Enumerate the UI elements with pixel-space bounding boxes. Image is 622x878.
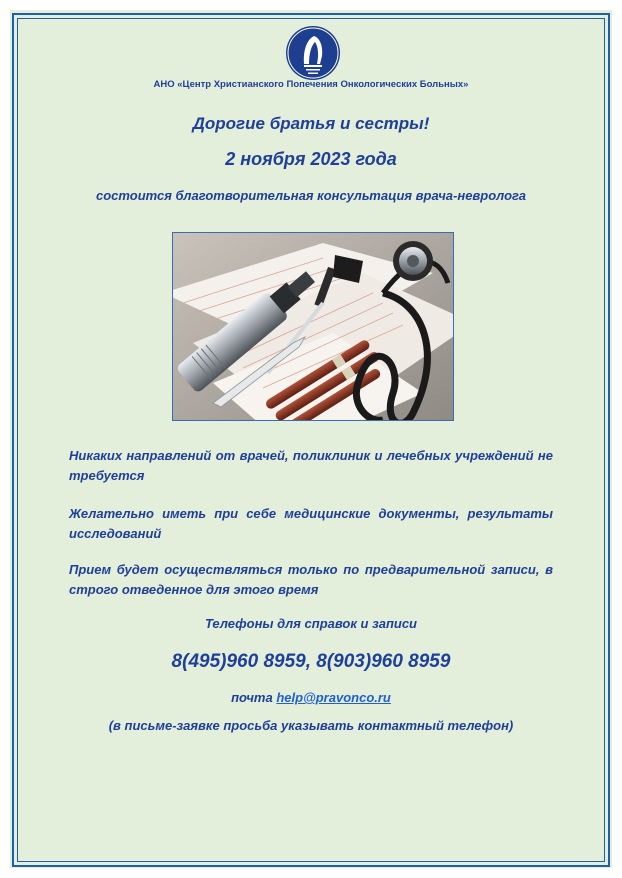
phones-heading: Телефоны для справок и записи <box>204 616 418 631</box>
event-subtitle: состоится благотворительная консультация врача-невролога <box>95 188 527 203</box>
organization-logo <box>284 24 342 82</box>
email-line <box>0 690 622 705</box>
request-note: (в письме-заявке просьба указывать контактный телефон) <box>108 718 514 733</box>
email-label: почта <box>231 690 273 705</box>
documents-note: Желательно иметь при себе медицинские документы, результаты исследований <box>69 506 553 541</box>
appointment-note: Прием будет осуществляться только по предварительной записи, в строго отведенное для этого время <box>69 562 553 597</box>
phone-numbers: 8(495)960 8959, 8(903)960 8959 <box>171 651 451 672</box>
email-link[interactable]: help@pravonco.ru <box>276 690 391 705</box>
no-referral-note: Никаких направлений от врачей, поликлиник и лечебных учреждений не требуется <box>69 448 553 483</box>
event-date: 2 ноября 2023 года <box>225 149 397 169</box>
organization-name: АНО «Центр Христианского Попечения Онкологических Больных» <box>153 79 469 90</box>
greeting-heading: Дорогие братья и сестры! <box>192 114 430 133</box>
medical-instruments-photo <box>172 232 454 421</box>
